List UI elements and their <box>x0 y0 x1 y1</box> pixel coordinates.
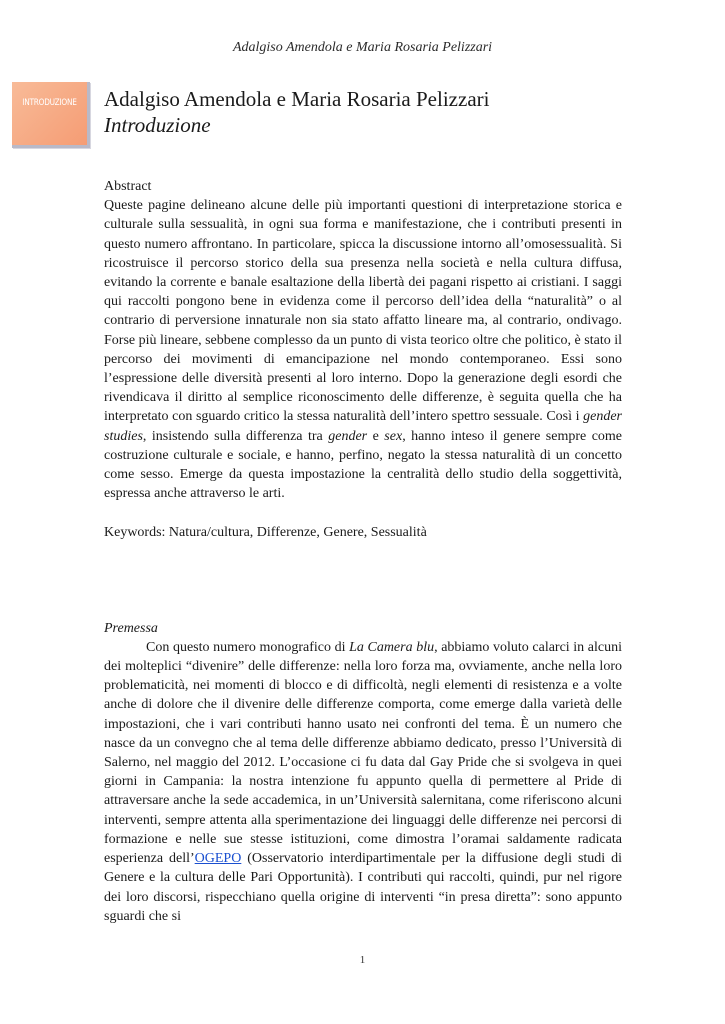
premessa-paragraph <box>104 638 622 926</box>
journal-title: La Camera blu <box>349 639 435 655</box>
abstract-text-part: Queste pagine delineano alcune delle più importanti questioni di interpretazione storica e culturale sulla sessualità, in ogni sua forma e manifestazione, che i contributi presenti in questo numero affrontano. In particolare, spicca la discussione intorno all’omosessualità. Si ricostruisce il percorso storico della sua presenza nella società e nella cultura diffusa, evitando la corrente e banale esaltazione della libertà dei pagani rispetto ai cristiani. I saggi qui raccolti pongono bene in evidenza come il percorso dell’idea della “naturalità” o al contrario di perversione innaturale non sia stato affatto lineare ma, al contrario, ondivago. Forse più lineare, sebbene complesso da un punto di vista teorico oltre che politico, è stato il percorso dei movimenti di emancipazione nel mondo contemporaneo. Essi sono l’espressione delle diversità presenti al loro interno. Dopo la generazione degli esordi che rivendicava il diritto al semplice riconoscimento delle differenze, è seguita quella che ha interpretato con sguardo critico la stessa naturalità dell’intero spettro sessuale. Così i <box>104 198 622 425</box>
article-authors: Adalgiso Amendola e Maria Rosaria Pelizzari <box>104 87 490 111</box>
abstract-paragraph <box>104 196 622 503</box>
abstract-text-part: e <box>367 428 385 444</box>
ogepo-link[interactable]: OGEPO <box>194 851 242 867</box>
premessa-text-part: Con questo numero monografico di <box>146 639 350 655</box>
abstract-text-part: , insistendo sulla differenza tra <box>142 428 329 444</box>
abstract-heading: Abstract <box>104 179 152 194</box>
article-section-title: Introduzione <box>104 113 211 137</box>
keywords: Keywords: Natura/cultura, Differenze, Genere, Sessualità <box>104 525 427 541</box>
title-block <box>104 86 624 138</box>
article-body <box>104 177 622 926</box>
abstract-text-part: , hanno inteso il genere sempre come costruzione culturale e sociale, e hanno, perfino, negato la stessa naturalità di un concetto come sesso. Emerge da questa impostazione la centralità dello studio della soggettività, espressa anche attraverso le arti. <box>104 428 623 502</box>
section-badge <box>12 82 90 148</box>
section-badge-label: INTRODUZIONE <box>22 98 77 108</box>
abstract-emphasis: gender studies <box>104 409 622 444</box>
premessa-text-part: (Osservatorio interdipartimentale per la diffusione degli studi di Genere e la cultura delle Pari Opportunità). I contributi qui raccolti, quindi, pur nel rigore dei loro discorsi, rispecchiano quella origine di interventi “in presa diretta”: sono appunto sguardi che si <box>104 851 622 924</box>
premessa-heading: Premessa <box>104 620 158 636</box>
abstract-emphasis: gender <box>328 428 368 444</box>
running-header: Adalgiso Amendola e Maria Rosaria Pelizzari <box>232 40 493 55</box>
abstract-emphasis: sex <box>384 428 403 444</box>
premessa-text-part: , abbiamo voluto calarci in alcuni dei molteplici “divenire” delle differenze: nella loro forza ma, ovviamente, anche nella loro problematicità, nei momenti di blocco e di difficoltà, negli elementi di resistenza e a volte anche di dolore che il divenire delle differenze comporta, come emerge dalla varietà delle impostazioni, che i vari contributi hanno usato nei confronti del tema. È un numero che nasce da un convegno che al tema delle differenze abbiamo dedicato, presso l’Università di Salerno, nel maggio del 2012. L’occasione ci fu data dal Gay Pride che si svolgeva in quei giorni in Campania: la nostra intenzione fu appunto quella di permettere al Pride di attraversare anche la sede accademica, in un’Università salernitana, come riferiscono alcuni interventi, sempre attenta alla sperimentazione dei linguaggi delle differenze nei percorsi di formazione e nelle sue stesse istituzioni, come dimostra l’oramai saldamente radicata esperienza dell’ <box>104 639 622 867</box>
page-number: 1 <box>359 954 366 966</box>
